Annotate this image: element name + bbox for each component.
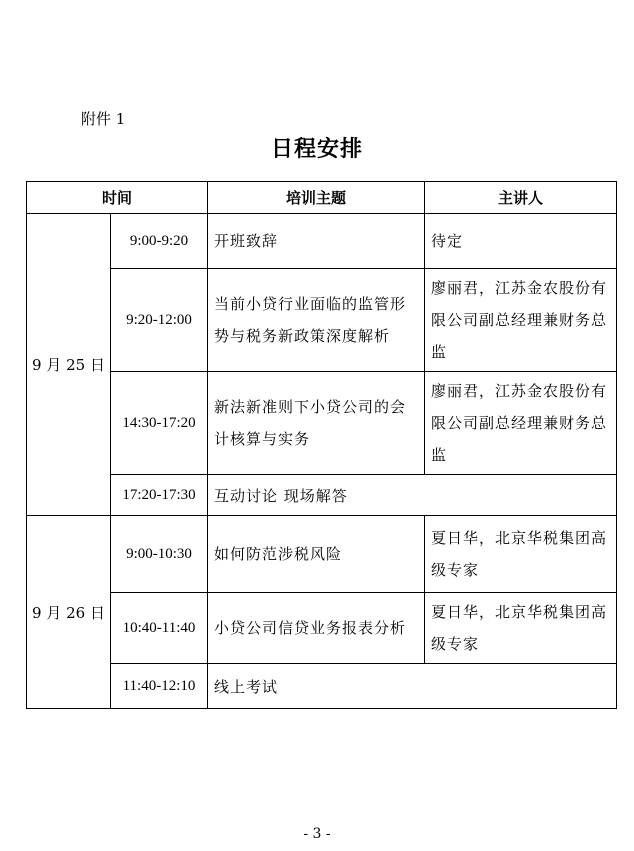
table-row [27,372,617,475]
time-cell: 9:20-12:00 [111,269,208,372]
header-time: 时间 [27,182,208,214]
speaker-cell: 待定 [425,214,617,269]
speaker-cell: 廖丽君，江苏金农股份有限公司副总经理兼财务总监 [425,269,617,372]
table-row [27,269,617,372]
table-row [27,593,617,664]
time-cell: 14:30-17:20 [111,372,208,475]
speaker-cell: 夏日华，北京华税集团高级专家 [425,593,617,664]
header-row [27,182,617,214]
topic-cell: 如何防范涉税风险 [208,516,425,593]
time-cell: 11:40-12:10 [111,664,208,709]
topic-cell: 新法新准则下小贷公司的会计核算与实务 [208,372,425,475]
table-row [27,664,617,709]
schedule-table [26,181,617,709]
time-cell: 9:00-9:20 [111,214,208,269]
header-topic: 培训主题 [208,182,425,214]
time-cell: 10:40-11:40 [111,593,208,664]
table-row [27,475,617,516]
header-speaker: 主讲人 [425,182,617,214]
speaker-cell: 廖丽君，江苏金农股份有限公司副总经理兼财务总监 [425,372,617,475]
topic-cell: 线上考试 [208,664,617,709]
attachment-label: 附件 1 [81,110,126,128]
table-row [27,214,617,269]
topic-cell: 开班致辞 [208,214,425,269]
page-title: 日程安排 [270,136,363,162]
date-cell: 9 月 26 日 [27,516,111,709]
topic-cell: 互动讨论 现场解答 [208,475,617,516]
topic-cell: 当前小贷行业面临的监管形势与税务新政策深度解析 [208,269,425,372]
speaker-cell: 夏日华，北京华税集团高级专家 [425,516,617,593]
topic-cell: 小贷公司信贷业务报表分析 [208,593,425,664]
page-number: - 3 - [303,826,331,842]
time-cell: 9:00-10:30 [111,516,208,593]
table-row [27,516,617,593]
date-cell: 9 月 25 日 [27,214,111,516]
time-cell: 17:20-17:30 [111,475,208,516]
